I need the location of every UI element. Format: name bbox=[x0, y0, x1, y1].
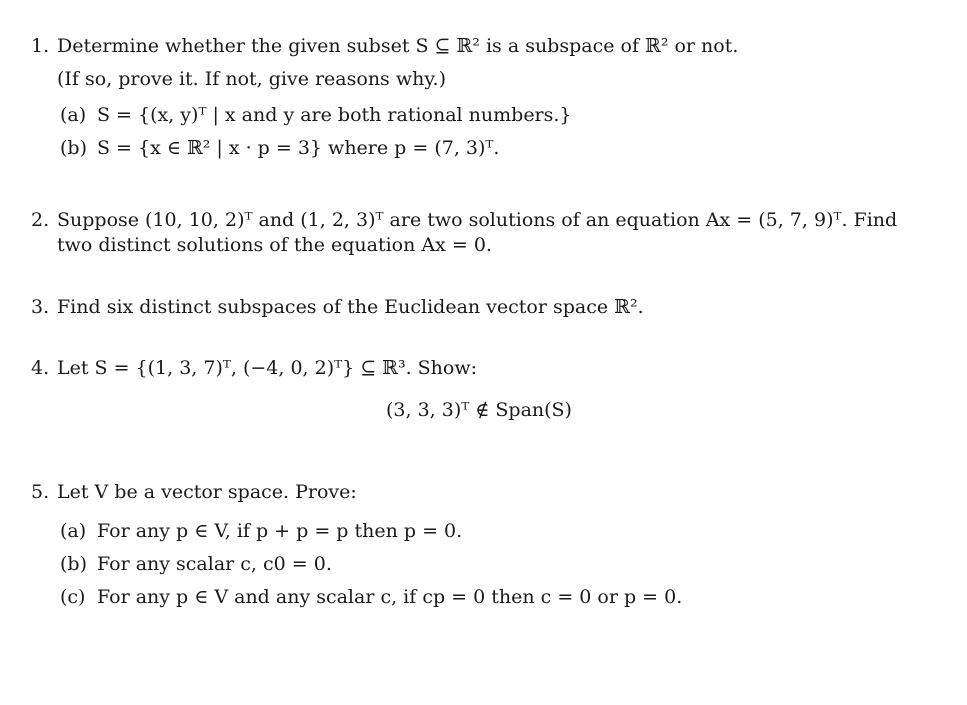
problem-2-text-1: Suppose (10, 10, 2)ᵀ and (1, 2, 3)ᵀ are two solutions of an equation Ax = (5, 7, 9)ᵀ. Find bbox=[57, 209, 898, 231]
problem-number: 5. bbox=[31, 481, 50, 503]
problem-2 bbox=[31, 208, 927, 258]
problem-5-line-1 bbox=[31, 480, 927, 505]
problem-1-line-1 bbox=[31, 34, 927, 59]
problem-3 bbox=[31, 295, 927, 320]
problem-1-note: (If so, prove it. If not, give reasons why.) bbox=[57, 68, 447, 90]
problem-2-line-2 bbox=[31, 233, 927, 258]
problem-4-display-equation bbox=[31, 399, 927, 421]
part-text: For any p ∈ V, if p + p = p then p = 0. bbox=[97, 520, 463, 542]
part-text: For any scalar c, c0 = 0. bbox=[97, 553, 332, 575]
problem-number: 3. bbox=[31, 296, 50, 318]
problem-3-line-1 bbox=[31, 295, 927, 320]
part-label: (a) bbox=[60, 104, 87, 126]
problem-5-part-a bbox=[31, 515, 927, 548]
problem-1-part-b bbox=[31, 132, 927, 165]
problem-5-text: Let V be a vector space. Prove: bbox=[57, 481, 357, 503]
part-text: S = {(x, y)ᵀ | x and y are both rational numbers.} bbox=[97, 104, 572, 126]
part-label: (c) bbox=[60, 586, 86, 608]
problem-2-text-2: two distinct solutions of the equation Ax = 0. bbox=[57, 234, 492, 256]
problem-4-line-1 bbox=[31, 356, 927, 381]
part-text: For any p ∈ V and any scalar c, if cp = 0 then c = 0 or p = 0. bbox=[97, 586, 683, 608]
problem-3-text: Find six distinct subspaces of the Euclidean vector space ℝ². bbox=[57, 296, 644, 318]
problem-5-part-c bbox=[31, 581, 927, 614]
problem-number: 4. bbox=[31, 357, 50, 379]
problem-1-line-2 bbox=[31, 67, 927, 92]
problem-1-text: Determine whether the given subset S ⊆ ℝ² is a subspace of ℝ² or not. bbox=[57, 35, 739, 57]
part-label: (b) bbox=[60, 553, 87, 575]
problem-1 bbox=[31, 34, 927, 165]
problem-5 bbox=[31, 480, 927, 614]
part-label: (b) bbox=[60, 137, 87, 159]
problem-number: 1. bbox=[31, 35, 50, 57]
problem-1-part-a bbox=[31, 99, 927, 132]
problem-4 bbox=[31, 356, 927, 421]
part-label: (a) bbox=[60, 520, 87, 542]
problem-2-line-1 bbox=[31, 208, 927, 233]
problem-4-text: Let S = {(1, 3, 7)ᵀ, (−4, 0, 2)ᵀ} ⊆ ℝ³. Show: bbox=[57, 357, 478, 379]
problem-number: 2. bbox=[31, 209, 50, 231]
problem-5-part-b bbox=[31, 548, 927, 581]
display-math: (3, 3, 3)ᵀ ∉ Span(S) bbox=[386, 399, 572, 421]
part-text: S = {x ∈ ℝ² | x · p = 3} where p = (7, 3)ᵀ. bbox=[97, 137, 500, 159]
